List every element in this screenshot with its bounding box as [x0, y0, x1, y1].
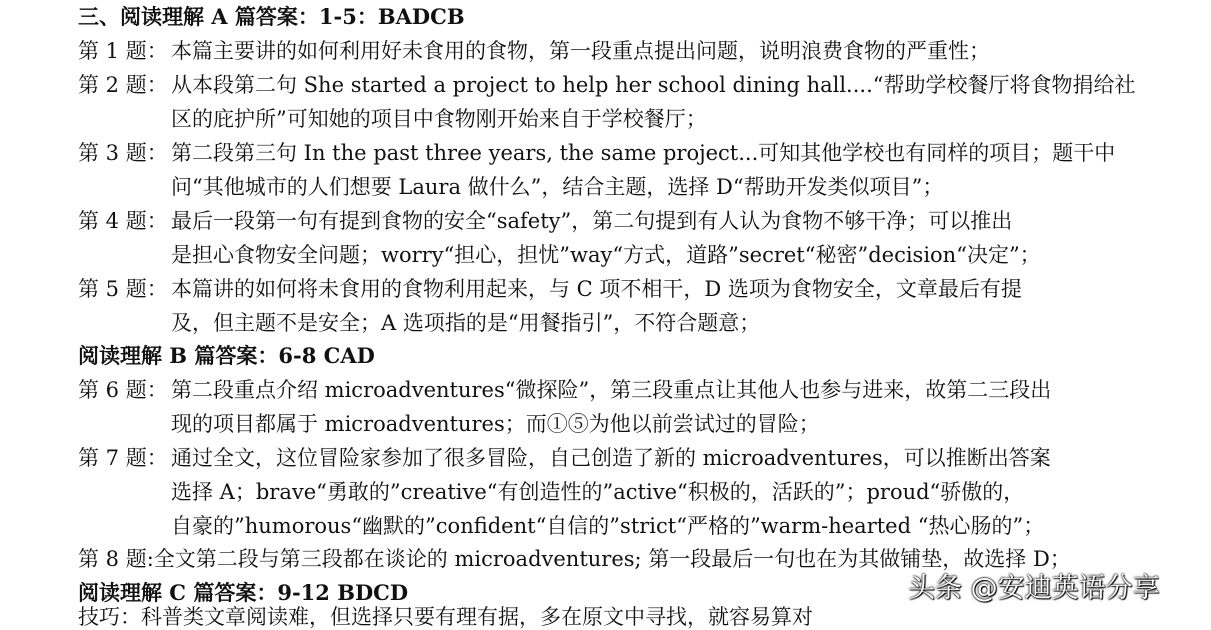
answer-q1-line-1 — [78, 38, 990, 64]
answer-q2-label: 第 2 题： — [78, 73, 168, 97]
answer-q5-text-1: 本篇讲的如何将未食用的食物利用起来，与 C 项不相干，D 选项为食物安全，文章最后有提 — [171, 277, 1022, 301]
answer-q3-text-2: 问“其他城市的人们想要 Laura 做什么”，结合主题，选择 D“帮助开发类似项目”； — [171, 175, 944, 199]
answer-q3-line-1 — [78, 140, 1115, 166]
answer-q2-text-1: 从本段第二句 She started a project to help her school dining hall....“帮助学校餐厅将食物捐给社 — [171, 73, 1136, 97]
watermark-text: 头条 @安迪英语分享 — [908, 573, 1160, 604]
answer-q4-line-1 — [78, 208, 1012, 234]
answer-q3-label: 第 3 题： — [78, 141, 168, 165]
answer-q2-line-1 — [78, 72, 1136, 98]
answer-q6-text-1: 第二段重点介绍 microadventures“微探险”，第三段重点让其他人也参与进来，故第二三段出 — [171, 378, 1052, 402]
answer-q7-text-3: 自豪的”humorous“幽默的”confident“自信的”strict“严格的”warm-hearted “热心肠的”； — [171, 514, 1045, 538]
answer-q5-text-2: 及，但主题不是安全；A 选项指的是“用餐指引”，不符合题意； — [171, 311, 761, 335]
partial-cut-line: 技巧：科普类文章阅读难，但选择只要有理有据，多在原文中寻找，就容易算对 — [78, 605, 813, 629]
answer-q6-text-2: 现的项目都属于 microadventures；而①⑤为他以前尝试过的冒险； — [171, 412, 820, 436]
answer-q7-text-2: 选择 A；brave“勇敢的”creative“有创造性的”active“积极的，活跃的”；proud“骄傲的， — [171, 480, 1025, 504]
answer-q5-label: 第 5 题： — [78, 277, 168, 301]
answer-q3-text-1: 第二段第三句 In the past three years, the same project...可知其他学校也有同样的项目；题干中 — [171, 141, 1116, 165]
section-c-heading: 阅读理解 C 篇答案：9-12 BDCD — [78, 580, 409, 605]
answer-q4-text-2: 是担心食物安全问题；worry“担心，担忧”way“方式，道路”secret“秘密”decision“决定”； — [171, 243, 1041, 267]
answer-q1-text: 本篇主要讲的如何利用好未食用的食物，第一段重点提出问题，说明浪费食物的严重性； — [171, 39, 990, 63]
answer-q2-text-2: 区的庇护所”可知她的项目中食物刚开始来自于学校餐厅； — [171, 107, 707, 131]
answer-q4-text-1: 最后一段第一句有提到食物的安全“safety”，第二句提到有人认为食物不够干净；可以推出 — [171, 209, 1013, 233]
answer-q7-text-1: 通过全文，这位冒险家参加了很多冒险，自己创造了新的 microadventures，可以推断出答案 — [171, 446, 1051, 470]
answer-q5-line-1 — [78, 276, 1022, 302]
answer-q6-line-1 — [78, 377, 1051, 403]
answer-q7-label: 第 7 题： — [78, 446, 168, 470]
answer-q6-label: 第 6 题： — [78, 378, 168, 402]
answer-q1-label: 第 1 题： — [78, 39, 168, 63]
answer-q8-text: 全文第二段与第三段都在谈论的 microadventures; 第一段最后一句也在为其做铺垫，故选择 D； — [153, 547, 1071, 571]
answer-q8-label: 第 8 题: — [78, 547, 154, 571]
answer-q4-label: 第 4 题： — [78, 209, 168, 233]
section-a-heading: 三、阅读理解 A 篇答案：1-5：BADCB — [78, 4, 465, 29]
section-b-heading: 阅读理解 B 篇答案：6-8 CAD — [78, 343, 375, 368]
answer-q7-line-1 — [78, 445, 1051, 471]
